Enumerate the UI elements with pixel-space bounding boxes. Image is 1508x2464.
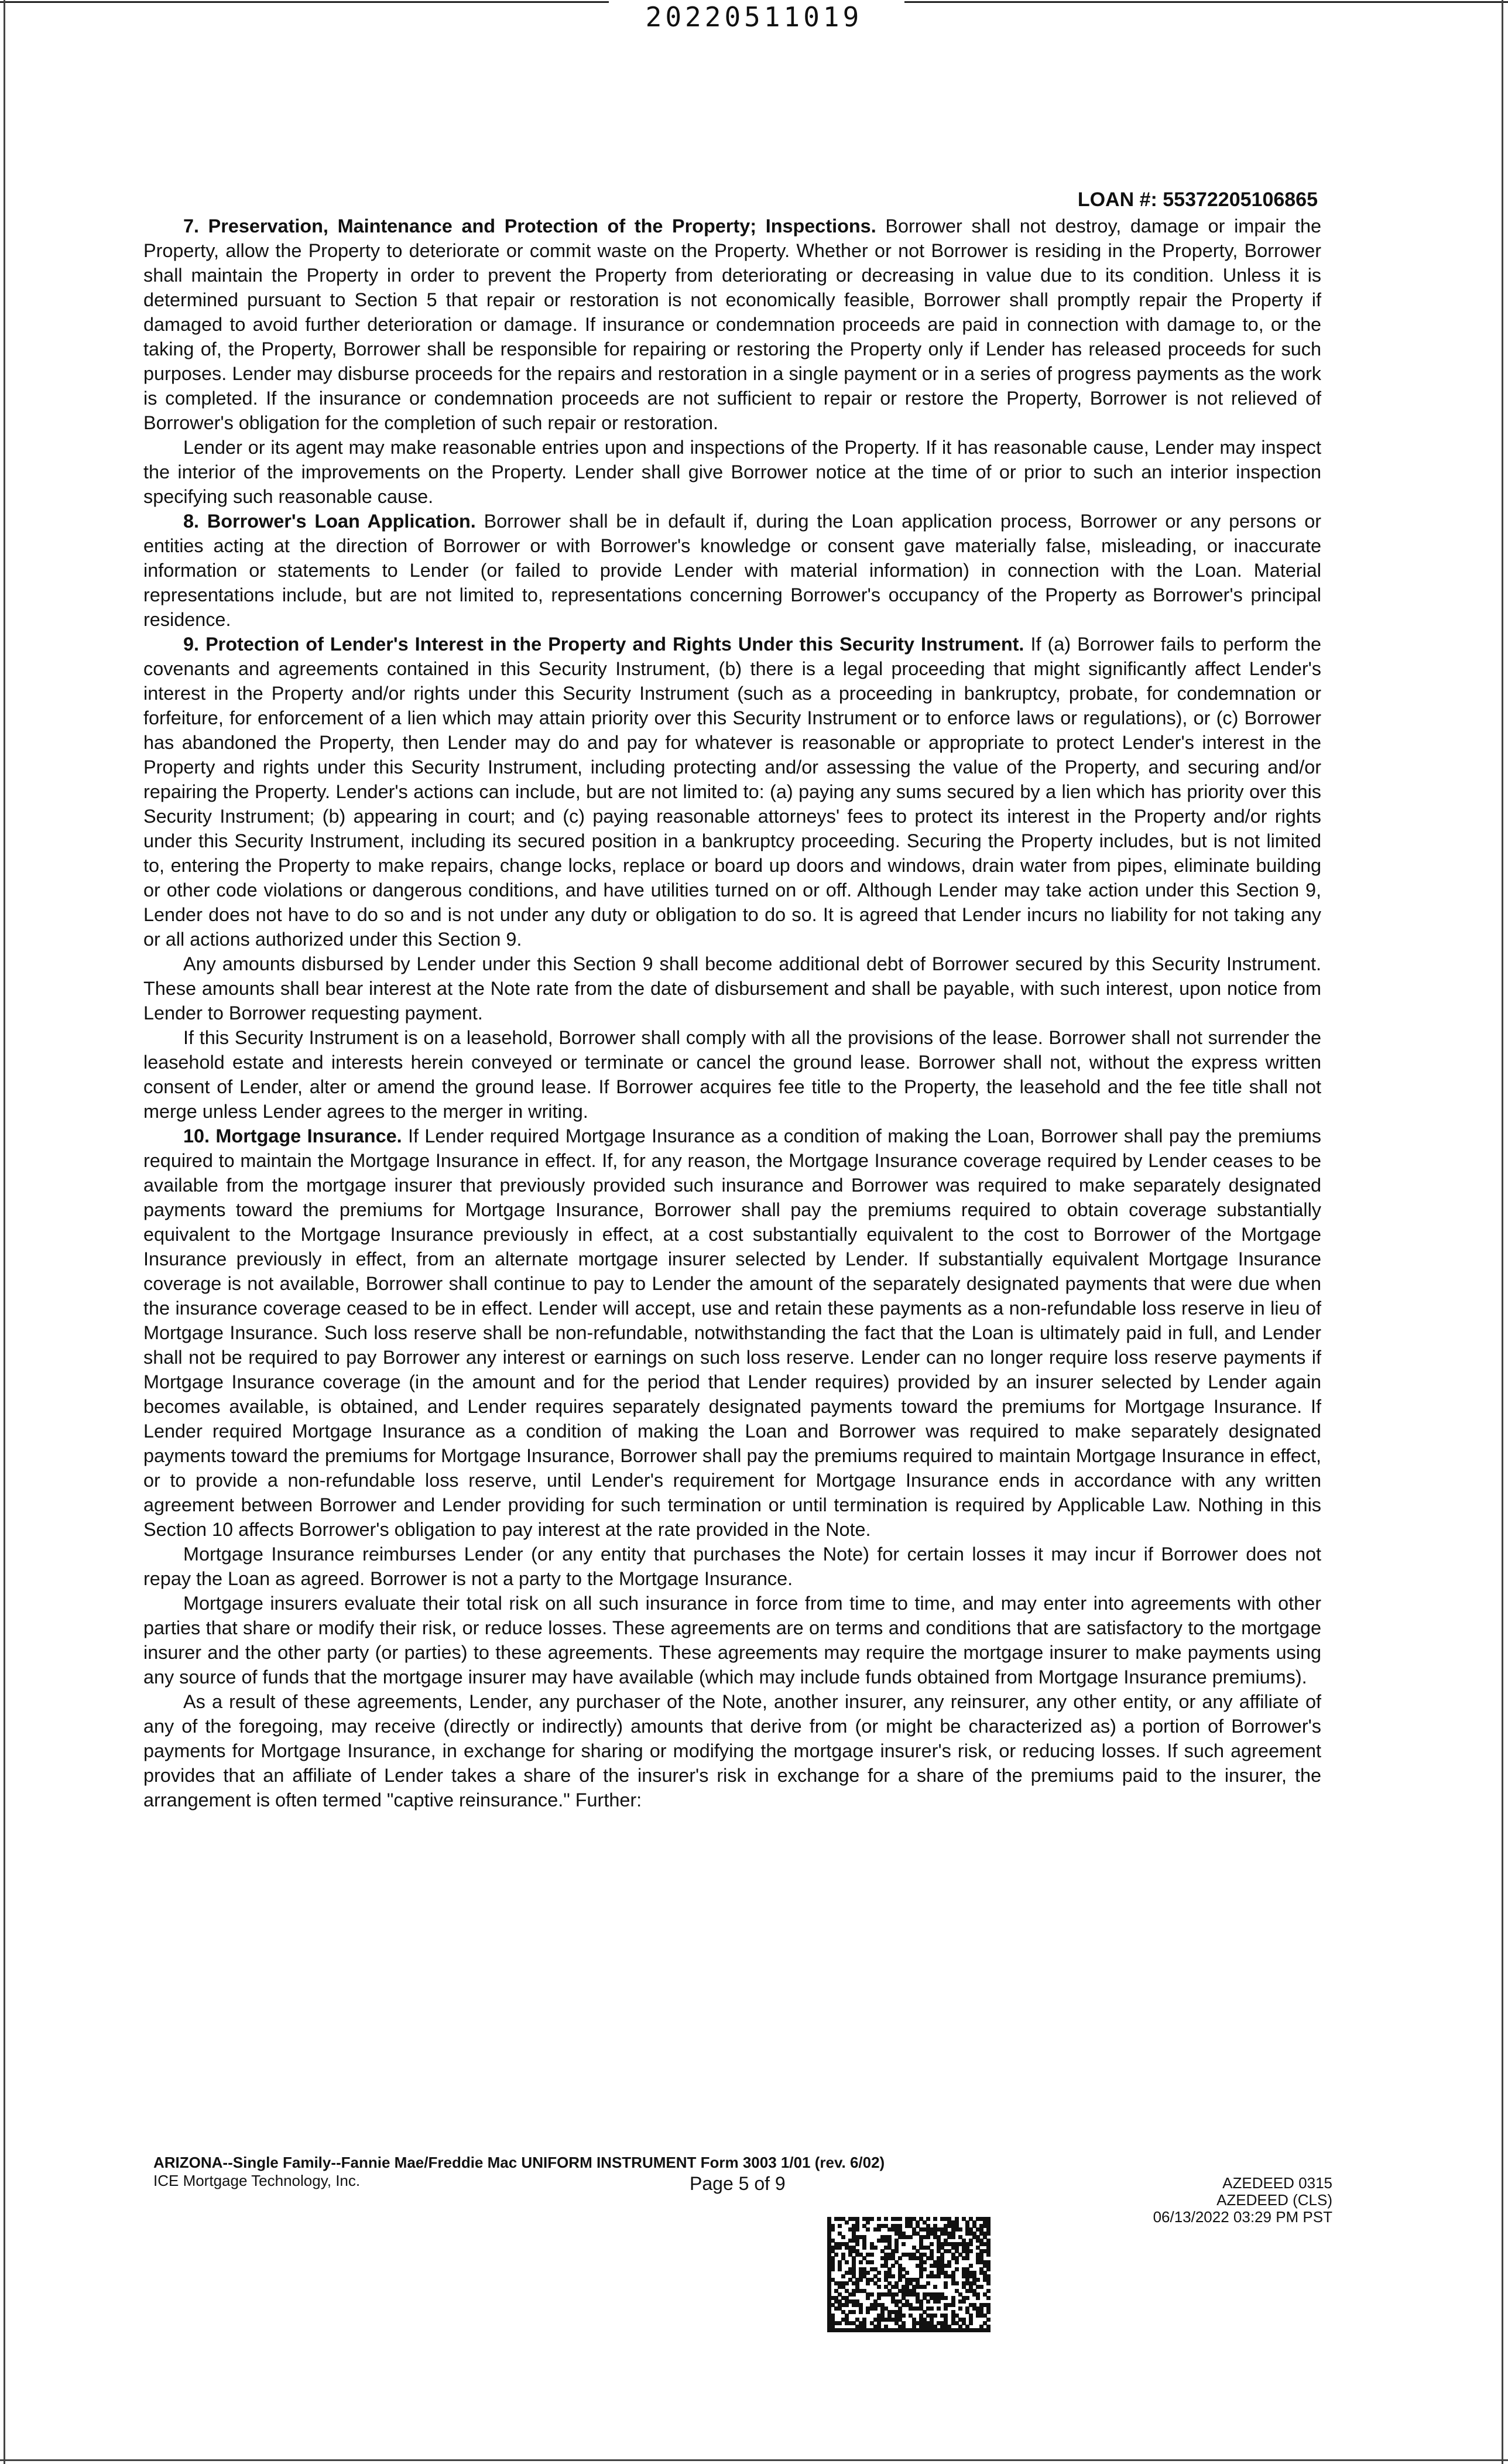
- barcode-module: [905, 2271, 909, 2275]
- barcode-module: [902, 2314, 906, 2318]
- document-body: [143, 214, 1321, 1812]
- barcode-module: [926, 2217, 930, 2221]
- barcode-module: [976, 2296, 980, 2300]
- barcode-module: [986, 2281, 991, 2285]
- barcode-module: [969, 2249, 973, 2253]
- barcode-2d: [827, 2217, 990, 2332]
- barcode-module: [866, 2220, 870, 2225]
- barcode-module: [930, 2242, 934, 2246]
- section-7: [143, 214, 1321, 435]
- section-9: [143, 632, 1321, 952]
- barcode-module: [873, 2306, 878, 2311]
- barcode-module: [838, 2246, 842, 2250]
- barcode-module: [870, 2260, 874, 2264]
- right-border: [1502, 0, 1503, 2464]
- barcode-module: [933, 2217, 937, 2221]
- loan-number: LOAN #: 55372205106865: [1077, 189, 1318, 211]
- barcode-module: [937, 2299, 941, 2304]
- barcode-module: [866, 2271, 870, 2275]
- section-9-text: If (a) Borrower fails to perform the covenants and agreements contained in this Security Instrument, (b) there is a legal proceeding that might significantly affect Lender's interest in the Property and/or rights under this Security Instrument (such as a proceeding in bankruptcy, probate, for condemnation or forfeiture, for enforcement of a lien which may attain priority over this Security Instrument or to enforce laws or regulations), or (c) Borrower has abandoned the Property, then Lender may do and pay for whatever is reasonable or appropriate to protect Lender's interest in the Property and rights under this Security Instrument, including protecting and/or assessing the value of the Property, and securing and/or repairing the Property. Lender's actions can include, but are not limited to: (a) paying any sums secured by a lien which has priority over this Security Instrument; (b) appearing in court; and (c) paying reasonable attorneys' fees to protect its interest in the Property and/or rights under this Security Instrument, including its secured position in a bankruptcy proceeding. Securing the Property includes, but is not limited to, entering the Property to make repairs, change locks, replace or board up doors and windows, drain water from pipes, eliminate building or other code violations or dangerous conditions, and have utilities turned on or off. Although Lender may take action under this Section 9, Lender does not have to do so and is not under any duty or obligation to do so. It is agreed that Lender incurs no liability for not taking any or all actions authorized under this Section 9.: [143, 634, 1321, 950]
- print-timestamp: 06/13/2022 03:29 PM PST: [1153, 2208, 1332, 2226]
- barcode-module: [859, 2260, 863, 2264]
- barcode-module: [944, 2296, 948, 2300]
- barcode-module: [958, 2227, 962, 2232]
- barcode-module: [838, 2321, 842, 2325]
- barcode-module: [852, 2310, 856, 2314]
- barcode-module: [898, 2256, 902, 2260]
- barcode-module: [870, 2292, 874, 2297]
- barcode-module: [841, 2274, 845, 2278]
- barcode-module: [866, 2281, 870, 2285]
- section-10-paragraph-3: Mortgage insurers evaluate their total risk on all such insurance in force from time to time, and may enter into agreements with other parties that share or modify their risk, or reduce losses. These agreements are on terms and conditions that are satisfactory to the mortgage insurer and the other party (or parties) to these agreements. These agreements may require the mortgage insurer to make payments using any source of funds that the mortgage insurer may have available (which may include funds obtained from Mortgage Insurance premiums).: [143, 1593, 1321, 1688]
- barcode-module: [951, 2303, 955, 2307]
- barcode-module: [838, 2267, 842, 2271]
- barcode-module: [884, 2217, 888, 2221]
- section-10: [143, 1124, 1321, 1542]
- barcode-module: [834, 2253, 838, 2257]
- section-9-paragraph-3: If this Security Instrument is on a leasehold, Borrower shall comply with all the provisions of the lease. Borrower shall not surrender the leasehold estate and interests herein conveyed or terminate or cancel the ground lease. Borrower shall not, without the express written consent of Lender, alter or amend the ground lease. If Borrower acquires fee title to the Property, the leasehold and the fee title shall not merge unless Lender agrees to the merger in writing.: [143, 1027, 1321, 1122]
- barcode-module: [944, 2306, 948, 2311]
- barcode-module: [962, 2299, 966, 2304]
- barcode-module: [870, 2253, 874, 2257]
- barcode-module: [926, 2235, 930, 2239]
- barcode-module: [877, 2217, 881, 2221]
- barcode-module: [866, 2296, 870, 2300]
- barcode-module: [969, 2242, 973, 2246]
- barcode-module: [986, 2318, 991, 2322]
- barcode-module: [958, 2306, 962, 2311]
- barcode-module: [937, 2274, 941, 2278]
- barcode-module: [923, 2260, 927, 2264]
- form-code: AZEDEED 0315: [1222, 2174, 1332, 2192]
- barcode-module: [898, 2217, 902, 2221]
- section-7-paragraph-2: Lender or its agent may make reasonable entries upon and inspections of the Property. If it has reasonable cause, Lender may inspect the interior of the improvements on the Property. Lender shall give Borrower notice at the time of or prior to such an interior inspection specifying such reasonable cause.: [143, 437, 1321, 507]
- form-title: ARIZONA--Single Family--Fannie Mae/Freddie Mac UNIFORM INSTRUMENT Form 3003 1/01 (rev. 6/02): [153, 2154, 885, 2171]
- barcode-module: [831, 2227, 835, 2232]
- barcode-module: [891, 2274, 895, 2278]
- barcode-module: [909, 2235, 913, 2239]
- barcode-module: [902, 2242, 906, 2246]
- barcode-module: [976, 2278, 980, 2282]
- barcode-module: [877, 2227, 881, 2232]
- section-9-heading: 9. Protection of Lender's Interest in the Property and Rights Under this Security Instrument.: [183, 634, 1024, 655]
- section-8-heading: 8. Borrower's Loan Application.: [183, 511, 476, 532]
- barcode-module: [944, 2285, 948, 2289]
- barcode-module: [933, 2285, 937, 2289]
- barcode-module: [919, 2274, 923, 2278]
- company-name: ICE Mortgage Technology, Inc.: [153, 2172, 361, 2189]
- section-7-text: Borrower shall not destroy, damage or impair the Property, allow the Property to deteriorate or commit waste on the Property. Whether or not Borrower is residing in the Property, Borrower shall maintain the Property in order to prevent the Property from deteriorating or decreasing in value due to its condition. Unless it is determined pursuant to Section 5 that repair or restoration is not economically feasible, Borrower shall promptly repair the Property if damaged to avoid further deterioration or damage. If insurance or condemnation proceeds are paid in connection with damage to, or the taking of, the Property, Borrower shall be responsible for repairing or restoring the Property only if Lender has released proceeds for such purposes. Lender may disburse proceeds for the repairs and restoration in a single payment or in a series of progress payments as the work is completed. If the insurance or condemnation proceeds are not sufficient to repair or restore the Property, Borrower is not relieved of Borrower's obligation for the completion of such repair or restoration.: [143, 215, 1321, 433]
- barcode-module: [955, 2267, 959, 2271]
- barcode-module: [965, 2296, 969, 2300]
- section-8-text: Borrower shall be in default if, during the Loan application process, Borrower or any persons or entities acting at the direction of Borrower or with Borrower's knowledge or consent gave materially false, misleading, or inaccurate information or statements to Lender (or failed to provide Lender with material information) in connection with the Loan. Material representations include, but are not limited to, representations concerning Borrower's occupancy of the Property as Borrower's principal residence.: [143, 511, 1321, 630]
- barcode-module: [969, 2321, 973, 2325]
- barcode-module: [986, 2253, 991, 2257]
- barcode-module: [947, 2264, 951, 2268]
- barcode-module: [937, 2306, 941, 2311]
- barcode-module: [986, 2328, 991, 2332]
- barcode-module: [894, 2292, 899, 2297]
- barcode-module: [894, 2249, 899, 2253]
- barcode-module: [986, 2310, 991, 2314]
- barcode-module: [859, 2278, 863, 2282]
- barcode-module: [859, 2310, 863, 2314]
- barcode-module: [926, 2299, 930, 2304]
- section-10-paragraph-4: As a result of these agreements, Lender, any purchaser of the Note, another insurer, any reinsurer, any other entity, or any affiliate of any of the foregoing, may receive (directly or indirectly) amounts that derive from (or might be characterized as) a portion of Borrower's payments for Mortgage Insurance, in exchange for sharing or modifying the mortgage insurer's risk, or reducing losses. If such agreement provides that an affiliate of Lender takes a share of the insurer's risk in exchange for a share of the premiums paid to the insurer, the arrangement is often termed "captive reinsurance." Further:: [143, 1691, 1321, 1811]
- barcode-module: [877, 2278, 881, 2282]
- page-number: Page 5 of 9: [690, 2173, 786, 2194]
- barcode-module: [873, 2246, 878, 2250]
- section-8: [143, 509, 1321, 632]
- barcode-module: [877, 2296, 881, 2300]
- barcode-module: [841, 2235, 845, 2239]
- barcode-module: [845, 2303, 849, 2307]
- barcode-module: [986, 2267, 991, 2271]
- footer-right: [1153, 2175, 1332, 2226]
- barcode-module: [933, 2314, 937, 2318]
- section-10-text: If Lender required Mortgage Insurance as a condition of making the Loan, Borrower shall pay the premiums required to maintain the Mortgage Insurance in effect. If, for any reason, the Mortgage Insurance coverage required by Lender ceases to be available from the mortgage insurer that previously provided such insurance and Borrower was required to make separately designated payments toward the premiums for Mortgage Insurance, Borrower shall pay the premiums required to obtain coverage substantially equivalent to the Mortgage Insurance previously in effect, at a cost substantially equivalent to the cost to Borrower of the Mortgage Insurance previously in effect, from an alternate mortgage insurer selected by Lender. If substantially equivalent Mortgage Insurance coverage is not available, Borrower shall continue to pay to Lender the amount of the separately designated payments that were due when the insurance coverage ceased to be in effect. Lender will accept, use and retain these payments as a non-refundable loss reserve in lieu of Mortgage Insurance. Such loss reserve shall be non-refundable, notwithstanding the fact that the Loan is ultimately paid in full, and Lender shall not be required to pay Borrower any interest or earnings on such loss reserve. Lender can no longer require loss reserve payments if Mortgage Insurance coverage (in the amount and for the period that Lender requires) provided by an insurer selected by Lender again becomes available, is obtained, and Lender requires separately designated payments toward the premiums for Mortgage Insurance. If Lender required Mortgage Insurance as a condition of making the Loan and Borrower was required to make separately designated payments toward the premiums for Mortgage Insurance, Borrower shall pay the premiums required to maintain Mortgage Insurance in effect, or to provide a non-refundable loss reserve, until Lender's requirement for Mortgage Insurance ends in accordance with any written agreement between Borrower and Lender providing for such termination or until termination is required by Applicable Law. Nothing in this Section 10 affects Borrower's obligation to pay interest at the rate provided in the Note.: [143, 1125, 1321, 1540]
- barcode-module: [852, 2292, 856, 2297]
- barcode-module: [986, 2232, 991, 2236]
- barcode-module: [855, 2242, 859, 2246]
- barcode-module: [855, 2227, 859, 2232]
- barcode-module: [891, 2264, 895, 2268]
- barcode-module: [866, 2227, 870, 2232]
- barcode-module: [979, 2285, 983, 2289]
- barcode-module: [862, 2246, 866, 2250]
- section-9-paragraph-2: Any amounts disbursed by Lender under this Section 9 shall become additional debt of Borrower secured by this Security Instrument. These amounts shall bear interest at the Note rate from the date of disbursement and shall be payable, with such interest, upon notice from Lender to Borrower requesting payment.: [143, 953, 1321, 1024]
- bottom-rule: [0, 2459, 1508, 2461]
- barcode-module: [845, 2220, 849, 2225]
- barcode-module: [986, 2296, 991, 2300]
- barcode-module: [870, 2217, 874, 2221]
- form-code-cls: AZEDEED (CLS): [1216, 2191, 1332, 2209]
- section-10-heading: 10. Mortgage Insurance.: [183, 1125, 402, 1147]
- barcode-module: [986, 2289, 991, 2293]
- barcode-module: [926, 2281, 930, 2285]
- barcode-module: [965, 2256, 969, 2260]
- barcode-module: [831, 2267, 835, 2271]
- section-7-heading: 7. Preservation, Maintenance and Protection of the Property; Inspections.: [183, 215, 876, 237]
- barcode-module: [877, 2285, 881, 2289]
- barcode-module: [930, 2306, 934, 2311]
- barcode-module: [898, 2278, 902, 2282]
- barcode-module: [955, 2281, 959, 2285]
- barcode-module: [969, 2264, 973, 2268]
- section-10-paragraph-2: Mortgage Insurance reimburses Lender (or any entity that purchases the Note) for certain losses it may incur if Borrower does not repay the Loan as agreed. Borrower is not a party to the Mortgage Insurance.: [143, 1544, 1321, 1589]
- barcode-module: [845, 2260, 849, 2264]
- barcode-module: [923, 2285, 927, 2289]
- barcode-module: [877, 2271, 881, 2275]
- barcode-module: [951, 2235, 955, 2239]
- barcode-module: [955, 2260, 959, 2264]
- left-border: [4, 0, 5, 2464]
- barcode-module: [923, 2267, 927, 2271]
- barcode-module: [866, 2310, 870, 2314]
- recording-number: 20220511019: [645, 1, 863, 33]
- barcode-module: [838, 2224, 842, 2228]
- barcode-module: [845, 2281, 849, 2285]
